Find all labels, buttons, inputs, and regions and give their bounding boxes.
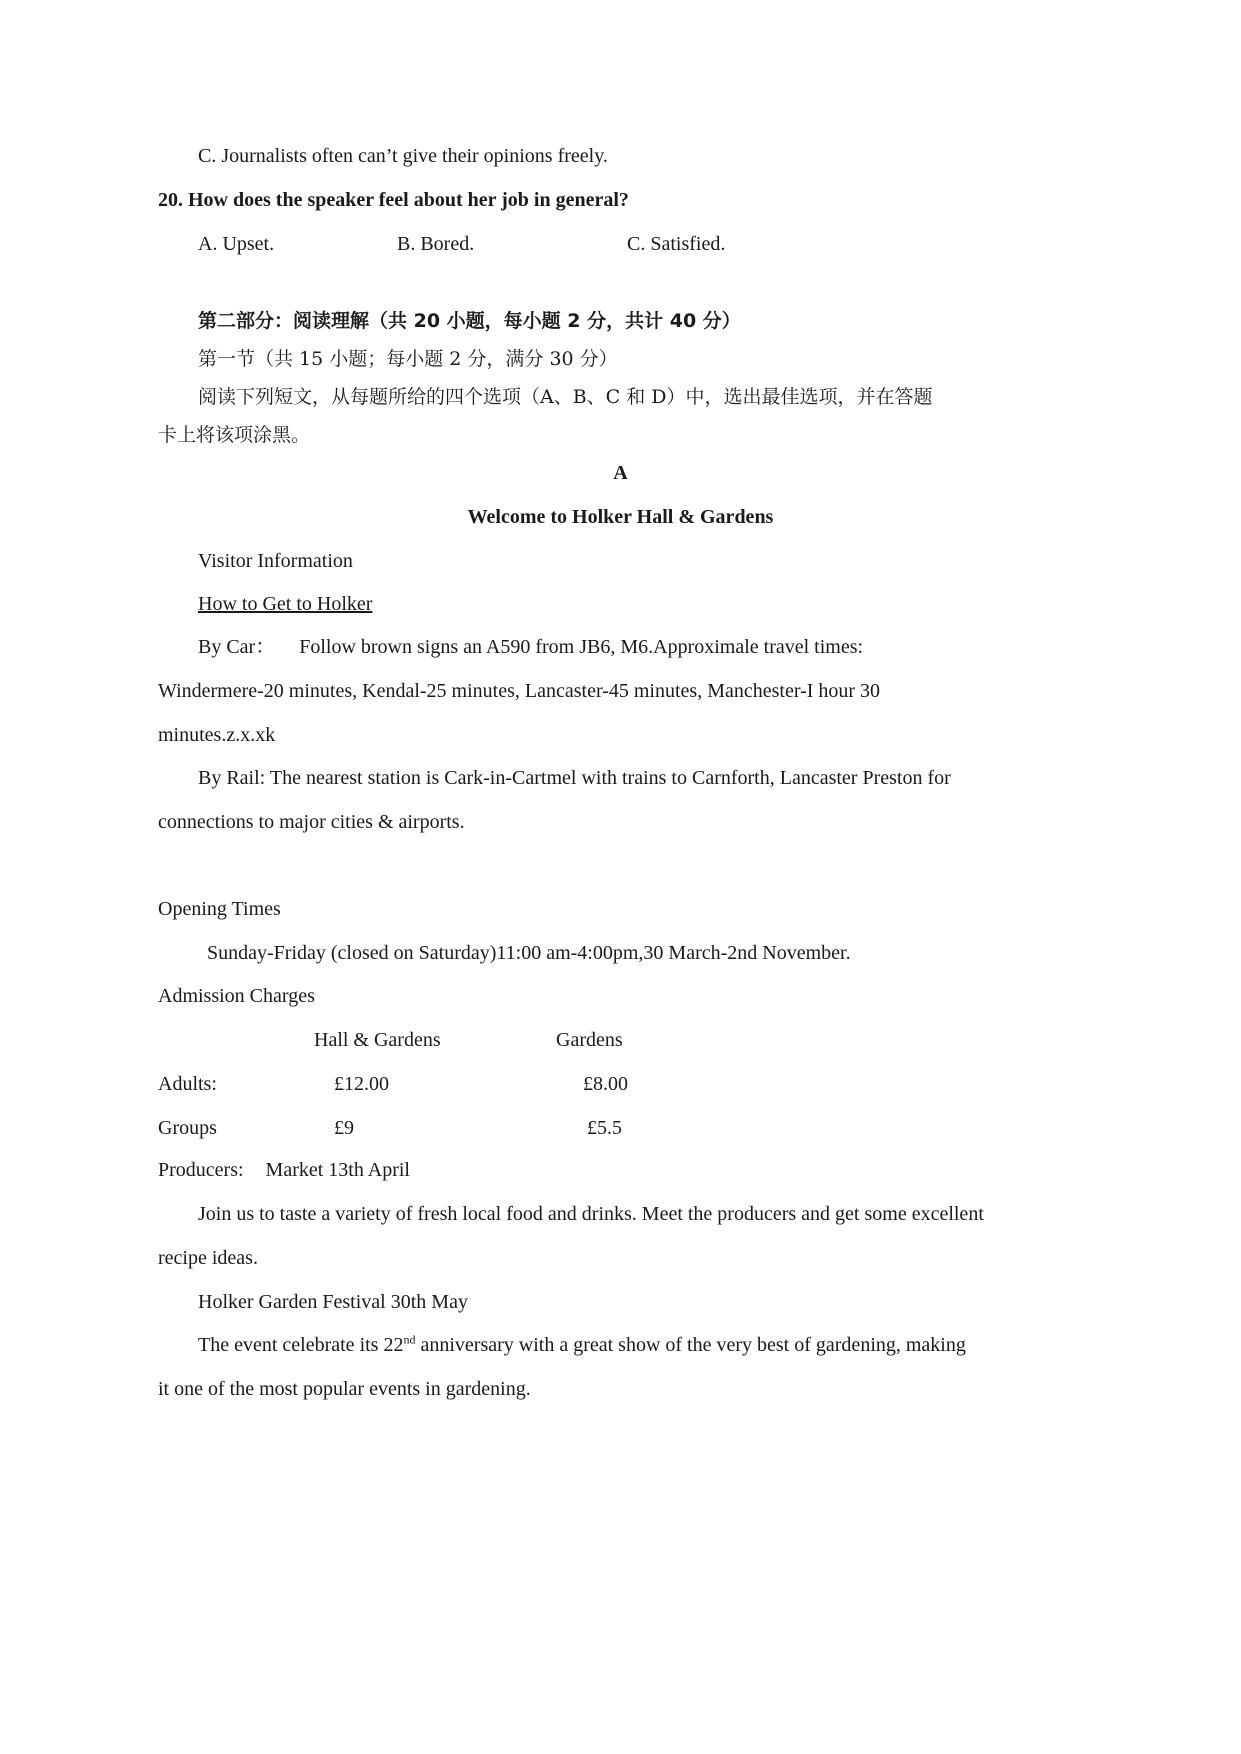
producers-line <box>158 1158 410 1182</box>
opening-times-text: Sunday-Friday (closed on Saturday)11:00 am-4:00pm,30 March-2nd November. <box>207 942 851 964</box>
producers-desc-line-2: recipe ideas. <box>158 1247 258 1269</box>
table-cell-groups-hall-gardens: £9 <box>334 1117 354 1139</box>
by-rail-line-2: connections to major cities & airports. <box>158 811 465 833</box>
by-car-text: Follow brown signs an A590 from JB6, M6.Approximale travel times: <box>299 636 864 658</box>
how-to-get-heading: How to Get to Holker <box>198 593 373 615</box>
opening-times-heading: Opening Times <box>158 898 281 920</box>
by-rail-line-1: By Rail: The nearest station is Cark-in-Cartmel with trains to Carnforth, Lancaster Preston for <box>198 767 951 789</box>
section1-heading: 第一节（共 15 小题；每小题 2 分，满分 30 分） <box>198 348 618 370</box>
table-header-gardens: Gardens <box>556 1029 623 1051</box>
q19-option-c: C. Journalists often can’t give their opinions freely. <box>198 145 608 167</box>
producers-label: Producers: <box>158 1159 244 1181</box>
instruction-line-1: 阅读下列短文，从每题所给的四个选项（A、B、C 和 D）中，选出最佳选项，并在答题 <box>198 386 933 408</box>
by-car-line-2: Windermere-20 minutes, Kendal-25 minutes, Lancaster-45 minutes, Manchester-I hour 30 <box>158 680 881 702</box>
producers-text: Market 13th April <box>265 1159 410 1181</box>
festival-line-1-post: anniversary with a great show of the very best of gardening, making <box>420 1334 966 1356</box>
by-car-label: By Car： <box>198 636 276 658</box>
q20-question: 20. How does the speaker feel about her job in general? <box>158 189 629 211</box>
producers-desc-line-1: Join us to taste a variety of fresh local food and drinks. Meet the producers and get some excellent <box>198 1203 984 1225</box>
by-car-line-1 <box>198 635 863 659</box>
visitor-info-heading: Visitor Information <box>198 550 353 572</box>
q20-option-a: A. Upset. <box>198 233 275 255</box>
festival-line-1 <box>198 1333 966 1357</box>
festival-line-1-sup: nd <box>403 1332 416 1347</box>
passage-title: Welcome to Holker Hall & Gardens <box>467 506 774 528</box>
q20-option-c: C. Satisfied. <box>627 233 726 255</box>
table-row-label-groups: Groups <box>158 1117 217 1139</box>
festival-heading: Holker Garden Festival 30th May <box>198 1291 468 1313</box>
instruction-line-2: 卡上将该项涂黑。 <box>158 424 311 446</box>
part2-heading: 第二部分：阅读理解（共 20 小题，每小题 2 分，共计 40 分） <box>198 310 741 332</box>
table-header-hall-gardens: Hall & Gardens <box>314 1029 441 1051</box>
table-cell-adults-hall-gardens: £12.00 <box>334 1073 389 1095</box>
passage-letter: A <box>613 462 628 484</box>
table-cell-adults-gardens: £8.00 <box>583 1073 628 1095</box>
admission-heading: Admission Charges <box>158 985 315 1007</box>
festival-line-2: it one of the most popular events in gardening. <box>158 1378 531 1400</box>
festival-line-1-pre: The event celebrate its 22 <box>198 1334 404 1356</box>
q20-option-b: B. Bored. <box>397 233 475 255</box>
by-car-line-3: minutes.z.x.xk <box>158 724 276 746</box>
table-row-label-adults: Adults: <box>158 1073 217 1095</box>
table-cell-groups-gardens: £5.5 <box>587 1117 622 1139</box>
